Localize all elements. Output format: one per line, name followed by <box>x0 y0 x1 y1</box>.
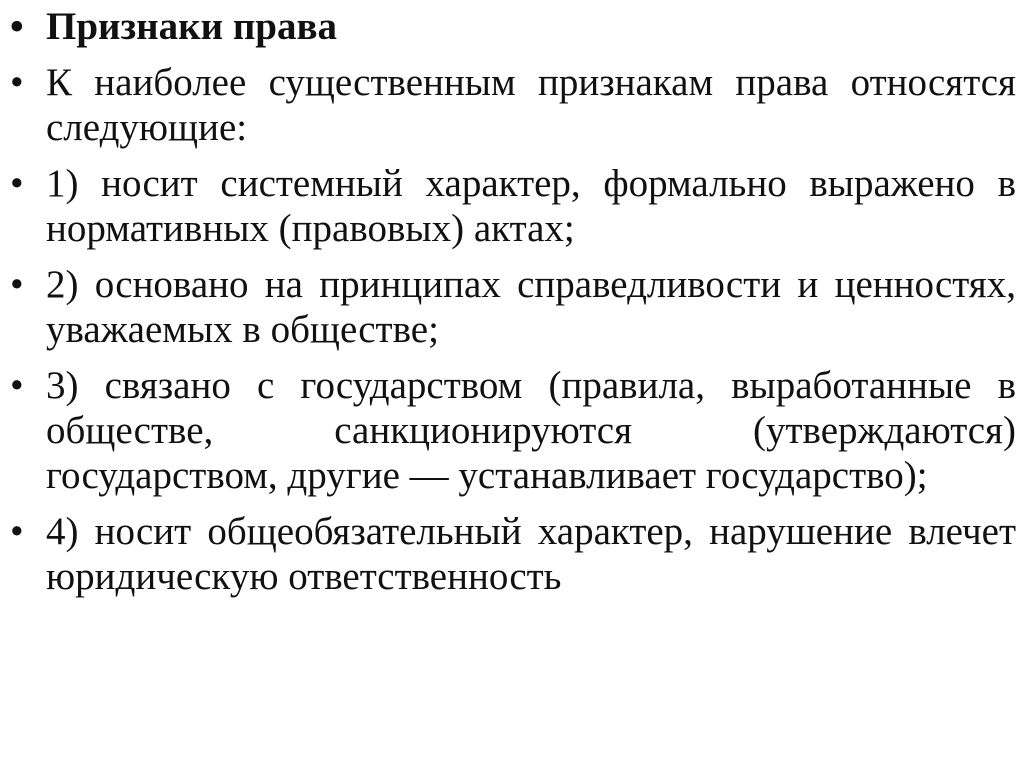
list-item: • 2) основано на принципах справедливости и ценностях, уважаемых в обществе; <box>8 262 1016 352</box>
slide-title: • Признаки права <box>8 4 1016 49</box>
list-item: • 3) связано с государством (правила, выработанные в обществе, санкционируются (утверждаются) государством, другие — устанавливает государство); <box>8 363 1016 498</box>
list-item: • 4) носит общеобязательный характер, нарушение влечет юридическую ответственность <box>8 509 1016 599</box>
bullet-list <box>8 4 1016 610</box>
list-item: • 1) носит системный характер, формально выражено в нормативных (правовых) актах; <box>8 161 1016 251</box>
list-item: • К наиболее существенным признакам права относятся следующие: <box>8 60 1016 150</box>
